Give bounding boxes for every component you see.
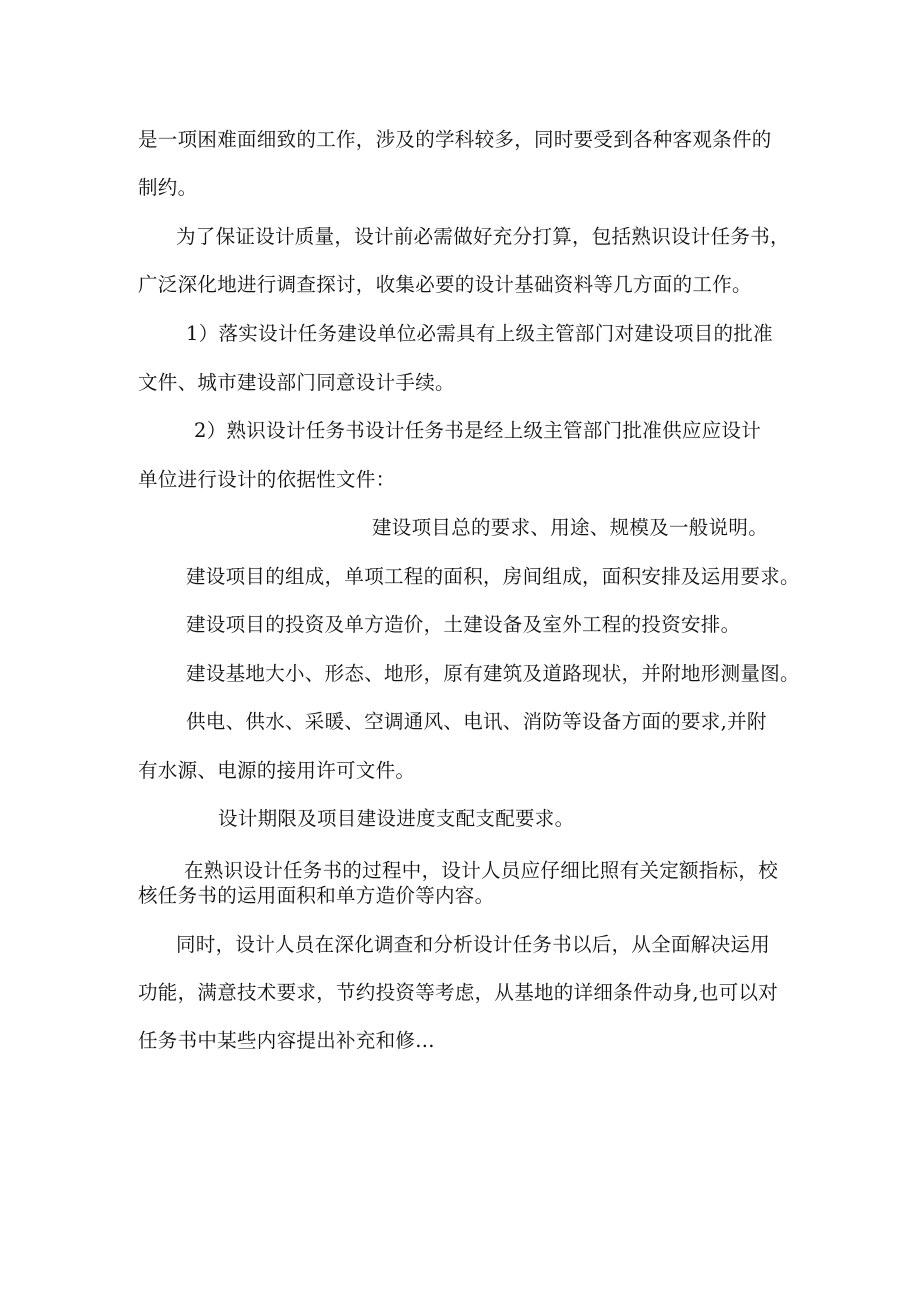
text-line: 建设基地大小、形态、地形，原有建筑及道路现状，并附地形测量图。 — [186, 662, 800, 685]
text-line: 设计期限及项目建设进度支配支配要求。 — [218, 807, 575, 830]
text-line: 同时，设计人员在深化调查和分析设计任务书以后，从全面解决运用 — [176, 933, 771, 956]
text-line: 2）熟识设计任务书设计任务书是经上级主管部门批准供应应设计 — [194, 419, 762, 442]
text-line: 是一项困难面细致的工作，涉及的学科较多，同时要受到各种客观条件的 — [138, 128, 772, 151]
text-line: 1）落实设计任务建设单位必需具有上级主管部门对建设项目的批准 — [186, 322, 773, 345]
text-line: 建设项目的组成，单项工程的面积，房间组成，面积安排及运用要求。 — [186, 565, 800, 588]
text-line: 广泛深化地进行调查探讨，收集必要的设计基础资料等几方面的工作。 — [138, 273, 752, 296]
text-line: 建设项目的投资及单方造价，土建设备及室外工程的投资安排。 — [186, 613, 741, 636]
text-line: 核任务书的运用面积和单方造价等内容。 — [138, 884, 495, 907]
text-line: 制约。 — [138, 176, 198, 199]
text-line: 为了保证设计质量，设计前必需做好充分打算，包括熟识设计任务书， — [176, 225, 790, 248]
text-line: 在熟识设计任务书的过程中，设计人员应仔细比照有关定额指标，校 — [184, 859, 779, 882]
text-line: 供电、供水、采暖、空调通风、电讯、消防等设备方面的要求,并附 — [186, 710, 767, 733]
text-line: 任务书中某些内容提出补充和修... — [138, 1029, 435, 1052]
text-line: 单位进行设计的依据性文件： — [138, 468, 396, 491]
text-line: 功能，满意技术要求，节约投资等考虑，从基地的详细条件动身,也可以对 — [138, 981, 779, 1004]
text-line: 有水源、电源的接用许可文件。 — [138, 759, 416, 782]
text-line: 建设项目总的要求、用途、规模及一般说明。 — [372, 516, 769, 539]
text-line: 文件、城市建设部门同意设计手续。 — [138, 371, 455, 394]
